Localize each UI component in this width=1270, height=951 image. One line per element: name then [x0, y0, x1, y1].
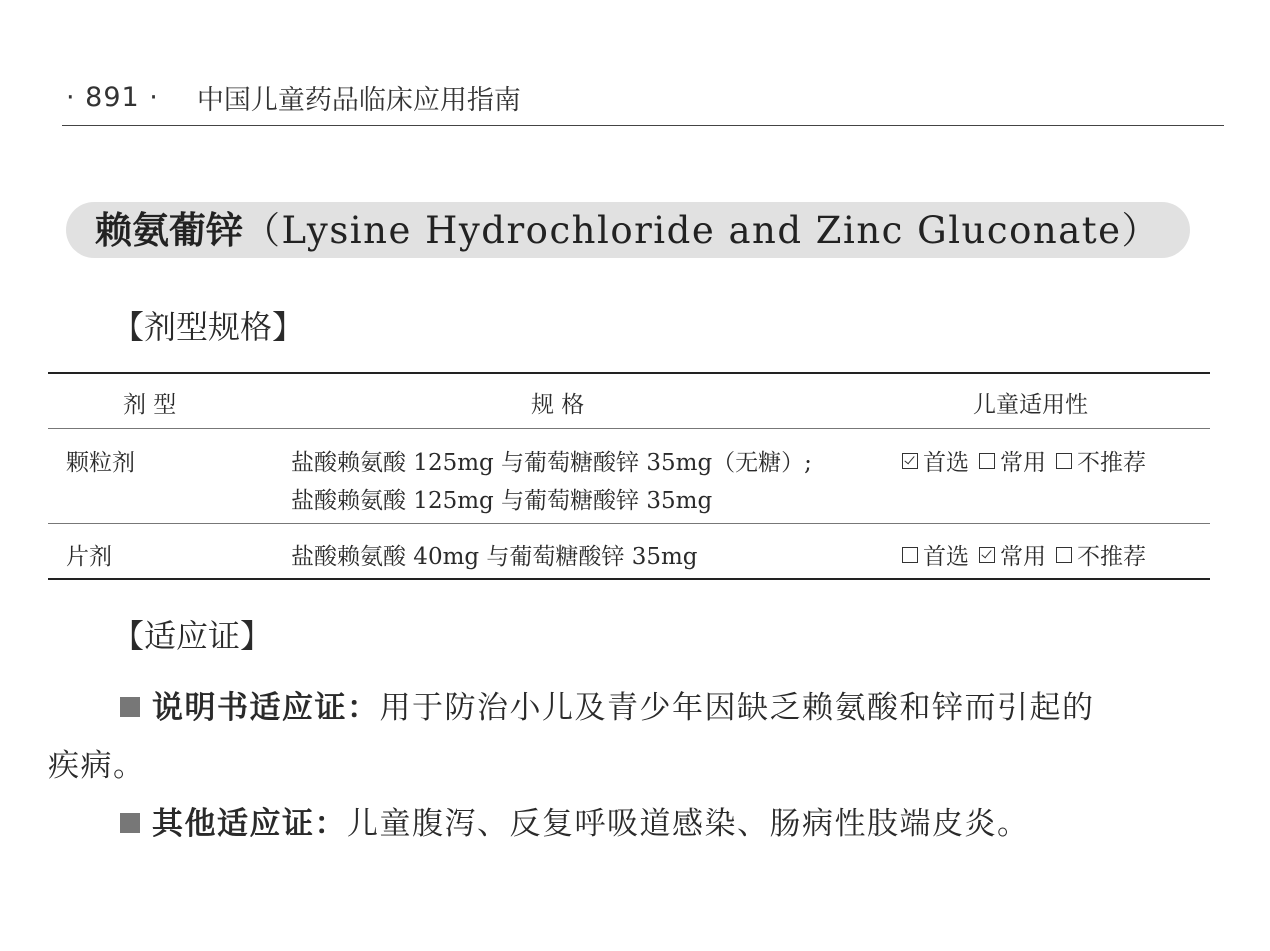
other-indication-paragraph: [120, 798, 1030, 843]
table-top-rule: [48, 372, 1210, 374]
option-first-choice: 首选: [923, 544, 969, 570]
suitability-options: [902, 444, 1156, 477]
square-bullet-icon: [120, 697, 140, 717]
option-common: 常用: [1000, 450, 1046, 476]
option-not-recommended: 不推荐: [1077, 450, 1146, 476]
option-first-choice: 首选: [923, 450, 969, 476]
checkbox-empty-icon: [1056, 547, 1072, 563]
checkbox-empty-icon: [979, 453, 995, 469]
page-number: · 891 ·: [66, 81, 159, 113]
row-form: 片剂: [66, 544, 112, 570]
checkbox-checked-icon: [902, 453, 918, 469]
row-spec-line: 盐酸赖氨酸 125mg 与葡萄糖酸锌 35mg（无糖）;: [291, 450, 812, 476]
table-row-rule: [48, 523, 1210, 524]
square-bullet-icon: [120, 813, 140, 833]
row-spec-line: 盐酸赖氨酸 40mg 与葡萄糖酸锌 35mg: [291, 544, 698, 570]
label-indication-lead: 说明书适应证：: [152, 690, 380, 726]
section-heading-dosage-form: 【剂型规格】: [112, 308, 305, 346]
column-header-form: 剂 型: [123, 392, 177, 418]
suitability-options: [902, 538, 1156, 571]
option-common: 常用: [1000, 544, 1046, 570]
running-header: [66, 80, 521, 114]
table-header-rule: [48, 428, 1210, 429]
row-spec-line: 盐酸赖氨酸 125mg 与葡萄糖酸锌 35mg: [291, 488, 713, 514]
other-indication-text: 儿童腹泻、反复呼吸道感染、肠病性肢端皮炎。: [347, 806, 1030, 842]
other-indication-lead: 其他适应证：: [152, 806, 347, 842]
label-indication-continuation: 疾病。: [48, 748, 146, 784]
checkbox-empty-icon: [1056, 453, 1072, 469]
label-indication-text: 用于防治小儿及青少年因缺乏赖氨酸和锌而引起的: [379, 690, 1095, 726]
row-form: 颗粒剂: [66, 450, 135, 476]
table-bottom-rule: [48, 578, 1210, 580]
option-not-recommended: 不推荐: [1077, 544, 1146, 570]
drug-name-cn: 赖氨葡锌: [95, 208, 243, 252]
column-header-suitability: 儿童适用性: [973, 392, 1088, 418]
checkbox-checked-icon: [979, 547, 995, 563]
book-title: 中国儿童药品临床应用指南: [196, 84, 521, 116]
section-heading-indications: 【适应证】: [112, 617, 273, 655]
label-indication-paragraph: [120, 682, 1095, 727]
header-rule: [62, 125, 1224, 126]
drug-title: [95, 202, 1160, 258]
drug-name-en: （Lysine Hydrochloride and Zinc Gluconate）: [243, 209, 1161, 252]
column-header-spec: 规 格: [531, 392, 585, 418]
checkbox-empty-icon: [902, 547, 918, 563]
